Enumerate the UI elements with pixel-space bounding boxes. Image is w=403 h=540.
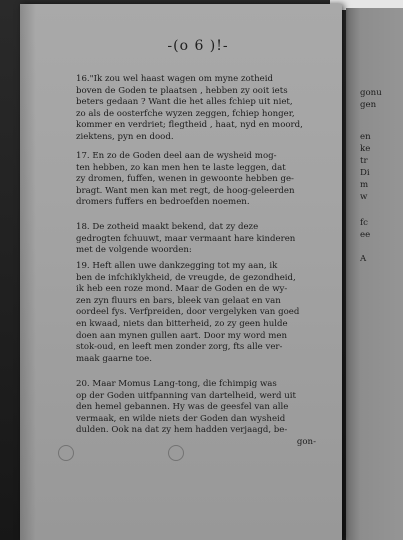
adjacent-page-fragment: ke (360, 144, 371, 154)
adjacent-page-fragment: m (360, 180, 369, 190)
adjacent-page-fragment: fc (360, 218, 368, 228)
text-line: zo als de oosterfche wyzen zeggen, fchiep honger, (76, 108, 295, 119)
text-line: vermaak, en wilde niets der Goden dan wysheid (76, 413, 286, 424)
text-line: op der Goden uitfpanning van dartelheid, werd uit (76, 390, 296, 401)
text-line: 16."Ik zou wel haast wagen om myne zotheid (76, 74, 273, 84)
text-line: zen zyn fluurs en bars, bleek van gelaat en van (76, 295, 281, 306)
text-line: met de volgende woorden: (76, 245, 192, 256)
text-line: 17. En zo de Goden deel aan de wysheid mog- (76, 151, 277, 161)
adjacent-page-fragment: A (360, 254, 367, 264)
text-line: gedrogten fchuuwt, maar vermaant hare kinderen (76, 233, 296, 244)
text-line: en kwaad, niets dan bitterheid, zo zy geen hulde (76, 318, 288, 329)
text-line: beters gedaan ? Want die het alles fchiep uit niet, (76, 97, 293, 108)
text-line: stok-oud, en leeft men zonder zorg, fts alle ver- (76, 342, 283, 353)
text-line: dulden. Ook na dat zy hem hadden verjaagd, be- (76, 425, 288, 436)
paragraph-19 (76, 261, 316, 365)
text-line: 19. Heft allen uwe dankzegging tot my aan, ik (76, 261, 278, 271)
adjacent-page (346, 8, 403, 540)
text-line: dromers fuffers en bedroefden noemen. (76, 197, 250, 208)
paragraph-20 (76, 379, 316, 449)
book-page (20, 4, 342, 540)
text-line: gon- (296, 436, 316, 447)
text-line: ik heb een roze mond. Maar de Goden en de wy- (76, 284, 288, 295)
text-line: ziektens, pyn en dood. (76, 131, 174, 142)
adjacent-page-fragment: en (360, 132, 371, 142)
text-line: maak gaarne toe. (76, 353, 152, 364)
text-line: ben de infchiklykheid, de vreugde, de gezondheid, (76, 272, 296, 283)
text-line: ten hebben, zo kan men hen te laste leggen, dat (76, 162, 286, 173)
adjacent-page-fragment: tr (360, 156, 368, 166)
paragraph-18 (76, 222, 316, 257)
text-line: den hemel gebannen. Hy was de geesfel van alle (76, 402, 289, 413)
text-line: oordeel fys. Verfpreiden, door vergelyken van goed (76, 307, 300, 318)
adjacent-page-fragment: gonu (360, 88, 382, 98)
text-line: bragt. Want men kan met regt, de hoog-geleerden (76, 185, 295, 196)
text-line: 18. De zotheid maakt bekend, dat zy deze (76, 222, 259, 232)
adjacent-page-fragment: ee (360, 230, 371, 240)
paragraph-16 (76, 74, 316, 144)
text-line: 20. Maar Momus Lang-tong, die fchimpig was (76, 379, 277, 389)
page-number: -(o 6 )!- (167, 38, 229, 54)
adjacent-page-fragment: w (360, 192, 368, 202)
text-line: boven de Goden te plaatsen , hebben zy ooit iets (76, 85, 288, 96)
faint-stamp-mark (168, 445, 184, 461)
adjacent-page-fragment: Di (360, 168, 370, 178)
text-line: kommer en verdriet; flegtheid , haat, nyd en moord, (76, 120, 303, 131)
paragraph-17 (76, 151, 316, 209)
text-line: doen aan mynen gullen aart. Door my word men (76, 330, 288, 341)
text-line: zy dromen, fuffen, wenen in gewoonte hebben ge- (76, 174, 294, 185)
faint-stamp-mark (58, 445, 74, 461)
adjacent-page-fragment: gen (360, 100, 377, 110)
